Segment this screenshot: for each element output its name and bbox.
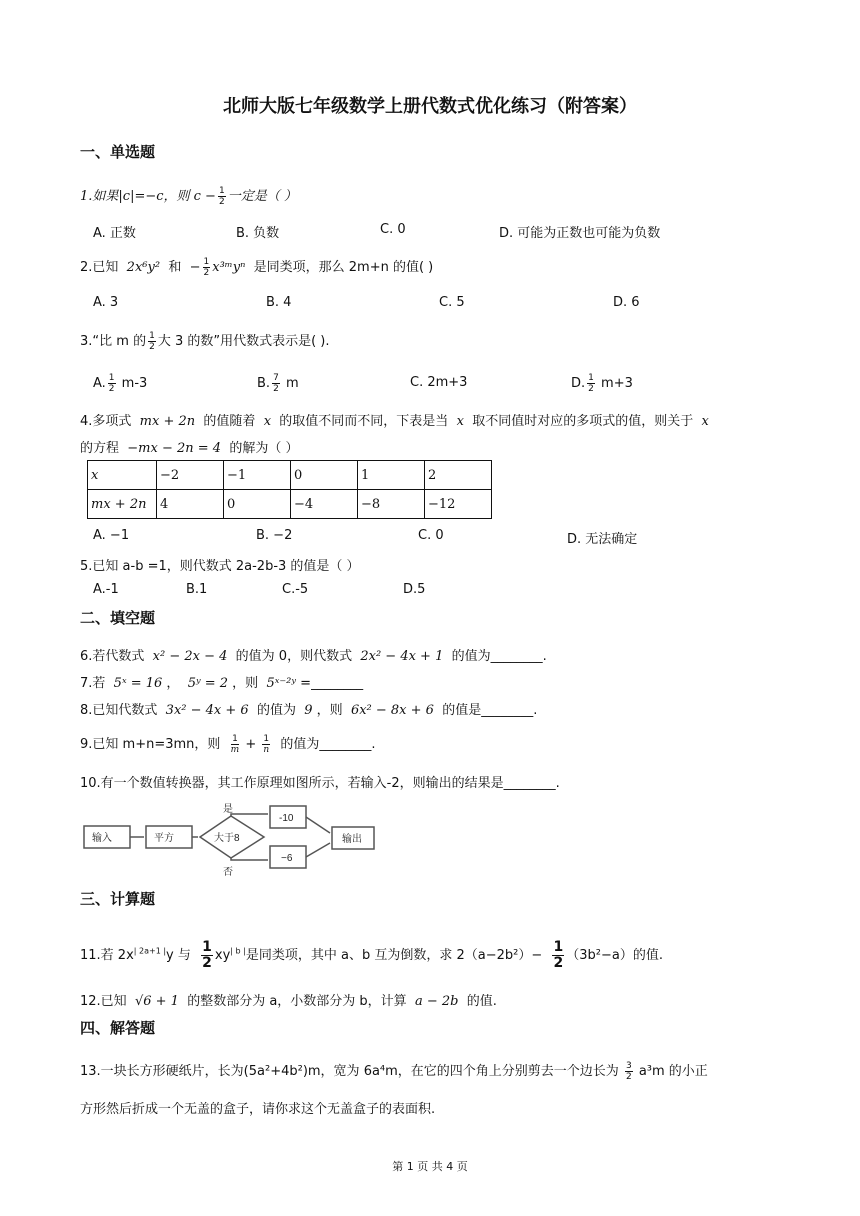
question-10: 10.有一个数值转换器，其工作原理如图所示，若输入-2，则输出的结果是________. <box>80 776 560 791</box>
table-cell: mx + 2n <box>88 490 157 519</box>
table-cell: 0 <box>224 490 291 519</box>
section-heading: 一、单选题 <box>80 143 156 161</box>
question-4-line-1: 4.多项式 mx + 2n 的值随着 x 的取值不同而不同，下表是当 x 取不同值时对应的多项式的值，则关于 x <box>80 414 709 429</box>
document-title: 北师大版七年级数学上册代数式优化练习（附答案） <box>223 96 637 117</box>
table-cell: 2 <box>425 461 492 490</box>
question-2: 2.已知 2x⁶y² 和 − $\frac{1}{2}$ x³ᵐyⁿ 是同类项，那么 2m+n 的值( ) <box>80 257 434 278</box>
q3-option-a: A. $\frac{1}{2}$ m-3 <box>93 373 148 394</box>
question-4-line-2: 的方程 −mx − 2n = 4 的解为（ ） <box>80 441 299 456</box>
q5-option-b: B.1 <box>186 582 208 597</box>
table-cell: −8 <box>358 490 425 519</box>
flow-square-label: 平方 <box>154 833 174 844</box>
q5-option-c: C.-5 <box>282 582 309 597</box>
section-heading: 二、填空题 <box>80 609 156 627</box>
question-13-line-1: 13.一块长方形硬纸片，长为(5a²+4b²)m，宽为 6a⁴m，在它的四个角上分别剪去一个边长为 $\frac{3}{2}$ a³m 的小正 <box>80 1061 708 1082</box>
q4-option-d: D. 无法确定 <box>567 532 638 547</box>
q2-option-a: A. 3 <box>93 295 119 310</box>
flow-bottom-value: −6 <box>281 853 293 864</box>
q2-option-b: B. 4 <box>266 295 292 310</box>
table-cell: −2 <box>157 461 224 490</box>
flow-yes-label: 是 <box>223 804 233 815</box>
table-cell: 4 <box>157 490 224 519</box>
flow-input-label: 输入 <box>92 833 112 844</box>
q4-option-b: B. −2 <box>256 528 293 543</box>
value-table <box>87 460 492 519</box>
question-12: 12.已知 √6 + 1 的整数部分为 a，小数部分为 b，计算 a − 2b 的值. <box>80 994 497 1009</box>
table-cell: x <box>88 461 157 490</box>
section-heading: 三、计算题 <box>80 890 156 908</box>
flow-condition-label: 大于8 <box>214 833 240 844</box>
q1-option-b: B. 负数 <box>236 226 280 241</box>
q2-option-c: C. 5 <box>439 295 465 310</box>
question-6: 6.若代数式 x² − 2x − 4 的值为 0，则代数式 2x² − 4x + 1 的值为________. <box>80 649 547 664</box>
table-cell: 1 <box>358 461 425 490</box>
q5-option-d: D.5 <box>403 582 426 597</box>
question-11: 11.若 $2x^{| 2a+1 |}y$ 与 $\frac{1}{2}$ $xy^{| b |}$是同类项，其中 a、b 互为倒数，求 2（a−2b²）− $\frac{1}{2}$ （3b²−a）的值. <box>80 939 663 971</box>
table-cell: −12 <box>425 490 492 519</box>
q4-option-a: A. −1 <box>93 528 130 543</box>
question-5: 5.已知 a-b =1，则代数式 2a-2b-3 的值是（ ） <box>80 559 360 574</box>
q3-option-b: B. $\frac{7}{2}$ m <box>257 373 299 394</box>
q3-option-d: D. $\frac{1}{2}$ m+3 <box>571 373 633 394</box>
flowchart-diagram <box>80 800 380 880</box>
flow-top-value: -10 <box>279 813 294 824</box>
table-row <box>88 461 492 490</box>
question-1 <box>80 185 297 207</box>
question-8: 8.已知代数式 3x² − 4x + 6 的值为 9 ，则 6x² − 8x + 6 的值是________. <box>80 703 538 718</box>
page-footer: 第 1 页 共 4 页 <box>392 1160 468 1173</box>
table-cell: −1 <box>224 461 291 490</box>
q5-option-a: A.-1 <box>93 582 119 597</box>
question-7: 7.若 5ˣ = 16 ， 5ʸ = 2 ，则 5ˣ⁻²ʸ =________ <box>80 676 364 691</box>
flow-output-label: 输出 <box>342 834 362 845</box>
section-heading: 四、解答题 <box>80 1019 156 1037</box>
q1-stem: 1.如果|c|=−c，则 c − <box>80 189 216 204</box>
question-13-line-2: 方形然后折成一个无盖的盒子，请你求这个无盖盒子的表面积. <box>80 1102 436 1117</box>
q4-option-c: C. 0 <box>418 528 444 543</box>
q3-option-c: C. 2m+3 <box>410 375 468 390</box>
table-cell: −4 <box>291 490 358 519</box>
question-3: 3.“比 m 的 $\frac{1}{2}$ 大 3 的数”用代数式表示是( ). <box>80 331 330 352</box>
q1-fraction: $\frac{1}{2}$ <box>218 186 225 207</box>
q1-option-c: C. 0 <box>380 222 406 237</box>
table-cell: 0 <box>291 461 358 490</box>
q1-stem-end: 一定是（ ） <box>227 189 297 204</box>
q2-option-d: D. 6 <box>613 295 640 310</box>
question-9: 9.已知 m+n=3mn，则 $\frac{1}{m}$ + $\frac{1}{n}$ 的值为________. <box>80 734 376 755</box>
flow-no-label: 否 <box>223 867 233 878</box>
table-row <box>88 490 492 519</box>
q1-option-d: D. 可能为正数也可能为负数 <box>499 226 661 241</box>
q1-option-a: A. 正数 <box>93 226 136 241</box>
